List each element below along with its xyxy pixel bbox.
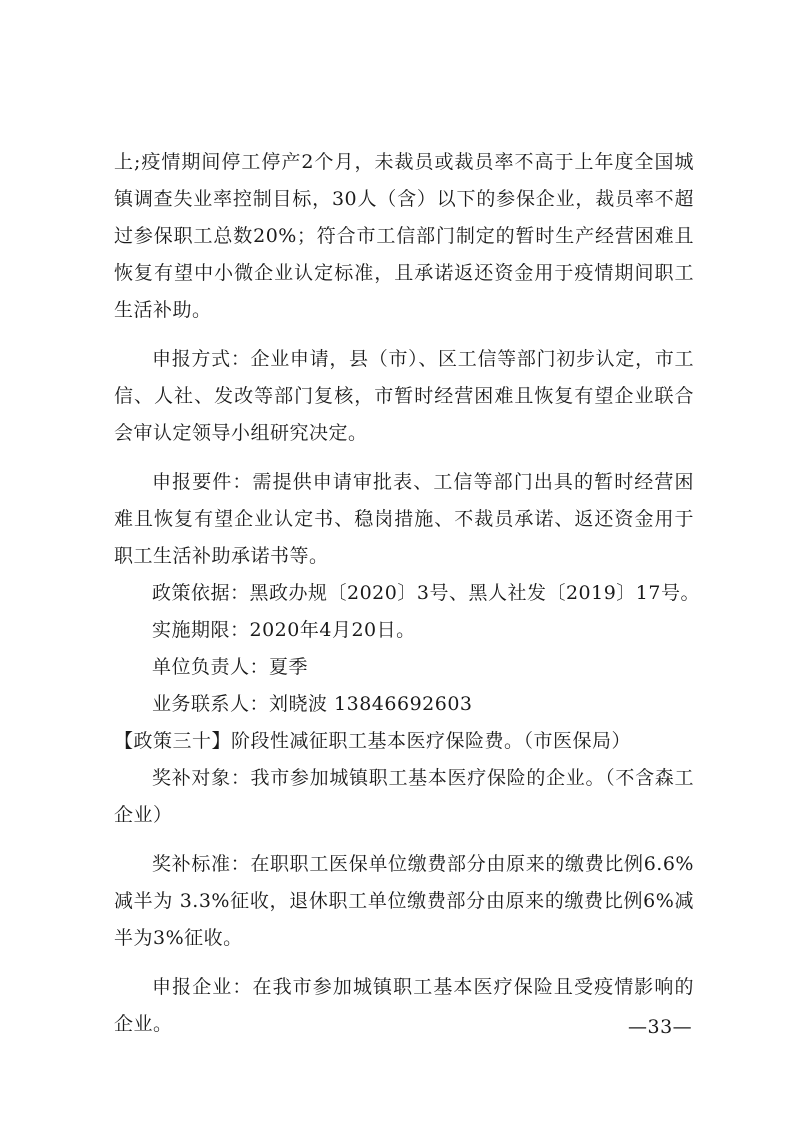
paragraph-subsidy-target: 奖补对象：我市参加城镇职工基本医疗保险的企业。（不含森工企业） — [114, 767, 694, 826]
page-number: —33— — [628, 1016, 693, 1038]
policy-thirty-heading: 【政策三十】阶段性减征职工基本医疗保险费。（市医保局） — [114, 730, 632, 752]
paragraph-implementation-period: 实施期限：2020年4月20日。 — [152, 619, 416, 641]
paragraph-policy-basis: 政策依据：黑政办规〔2020〕3号、黑人社发〔2019〕17号。 — [152, 582, 700, 604]
paragraph-contact-person: 业务联系人：刘晓波 13846692603 — [152, 693, 473, 715]
document-body — [114, 144, 700, 1043]
paragraph-eligible-enterprises: 申报企业：在我市参加城镇职工基本医疗保险且受疫情影响的企业。 — [114, 976, 694, 1035]
paragraph-subsidy-standard: 奖补标准：在职职工医保单位缴费部分由原来的缴费比例6.6%减半为 3.3%征收，退休职工单位缴费部分由原来的缴费比例6%减半为3%征收。 — [114, 853, 694, 949]
paragraph-unit-head: 单位负责人：夏季 — [152, 656, 309, 678]
paragraph-application-requirements: 申报要件：需提供申请审批表、工信等部门出具的暂时经营困难且恢复有望企业认定书、稳岗措施、不裁员承诺、返还资金用于职工生活补助承诺书等。 — [114, 471, 694, 567]
paragraph-application-method: 申报方式：企业申请，县（市）、区工信等部门初步认定，市工信、人社、发改等部门复核，市暂时经营困难且恢复有望企业联合会审认定领导小组研究决定。 — [114, 348, 694, 444]
paragraph-eligibility-continued: 上;疫情期间停工停产2个月，未裁员或裁员率不高于上年度全国城镇调查失业率控制目标，30人（含）以下的参保企业，裁员率不超过参保职工总数20%；符合市工信部门制定的暂时生产经营困难且恢复有望中小微企业认定标准，且承诺返还资金用于疫情期间职工生活补助。 — [114, 151, 694, 321]
